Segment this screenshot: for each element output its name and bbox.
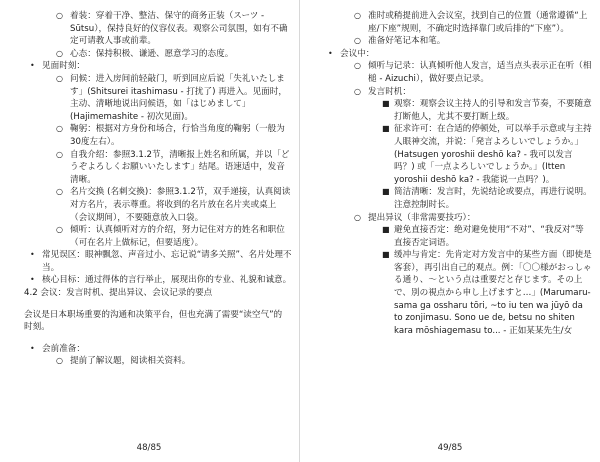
bullet-marker: ○ bbox=[56, 225, 63, 235]
item-text: 提前了解议题，阅读相关资料。 bbox=[70, 356, 191, 367]
list-item bbox=[322, 123, 592, 186]
item-text: 自我介绍：参照3.1.2节，清晰报上姓名和所属，并以「どうぞよろしくお願いいたします」结尾。语速适中，发音清晰。 bbox=[70, 149, 290, 185]
spacer bbox=[24, 300, 292, 309]
item-text: 会议中： bbox=[340, 48, 375, 59]
bullet-marker: • bbox=[30, 250, 35, 260]
bullet-marker: ○ bbox=[56, 73, 63, 83]
bullet-marker: • bbox=[328, 48, 333, 58]
page-number-left: 48/85 bbox=[136, 443, 162, 454]
bullet-marker: ○ bbox=[354, 212, 361, 222]
page-number-right: 49/85 bbox=[437, 443, 463, 454]
item-text: 避免直接否定：绝对避免使用“不对”、“我反对”等直接否定词语。 bbox=[394, 225, 584, 248]
bullet-marker: ○ bbox=[354, 36, 361, 46]
bullet-marker: ○ bbox=[354, 86, 361, 96]
list-item bbox=[24, 249, 292, 274]
list-item bbox=[24, 73, 292, 123]
list-item bbox=[24, 224, 292, 249]
bullet-marker: ■ bbox=[382, 225, 390, 235]
paragraph bbox=[24, 309, 288, 334]
list-item bbox=[322, 10, 592, 35]
bullet-marker: • bbox=[30, 61, 35, 71]
list-item bbox=[322, 35, 592, 48]
item-text: 倾听：认真倾听对方的介绍，努力记住对方的姓名和职位（可在名片上做标记，但要适度）。 bbox=[70, 225, 285, 248]
list-item bbox=[24, 149, 292, 187]
item-text: 准时或稍提前进入会议室，找到自己的位置（通常遵循“上座/下座”规则，不确定时选择靠门或后排的“下座”）。 bbox=[368, 11, 588, 34]
bullet-marker: ○ bbox=[56, 149, 63, 159]
item-text: 4.2 会议：发言时机、提出异议、会议记录的要点 bbox=[24, 288, 213, 299]
bullet-marker: ■ bbox=[382, 250, 390, 260]
list-item bbox=[24, 186, 292, 224]
bullet-marker: ○ bbox=[354, 61, 361, 71]
list-item bbox=[322, 186, 592, 211]
item-text: 简洁清晰：发言时，先说结论或要点，再进行说明。注意控制时长。 bbox=[394, 187, 592, 210]
item-text: 发言时机： bbox=[368, 86, 411, 97]
right-page bbox=[300, 0, 600, 462]
item-text: 会前准备： bbox=[42, 343, 85, 354]
right-page-content bbox=[322, 10, 592, 337]
item-text: 问候：进入房间前轻敲门，听到回应后说「失礼いたします」(Shitsurei itashimasu - 打扰了) 再进入。见面时，主动、清晰地说出问候语，如「はじめまして」(Hajimemashite - 初次见面)。 bbox=[70, 73, 287, 122]
item-text: 见面时刻： bbox=[42, 61, 85, 72]
item-text: 名片交换 (名刺交換)：参照3.1.2节，双手递接，认真阅读对方名片，表示尊重。将收到的名片放在名片夹或桌上（会议期间），不要随意放入口袋。 bbox=[70, 187, 291, 223]
item-text: 常见误区：眼神飘忽、声音过小、忘记说“请多关照”、名片处理不当。 bbox=[42, 250, 292, 273]
bullet-marker: • bbox=[30, 275, 35, 285]
item-text: 倾听与记录：认真倾听他人发言，适当点头表示正在听（相槌 - Aizuchi），做好要点记录。 bbox=[368, 61, 592, 84]
bullet-marker: ■ bbox=[382, 124, 390, 134]
item-text: 观察：观察会议主持人的引导和发言节奏，不要随意打断他人，尤其不要打断上级。 bbox=[394, 99, 592, 122]
item-text: 准备好笔记本和笔。 bbox=[368, 36, 446, 47]
bullet-marker: ○ bbox=[56, 48, 63, 58]
list-item bbox=[24, 60, 292, 73]
list-item bbox=[24, 355, 292, 368]
list-item bbox=[322, 60, 592, 85]
item-text: 心态：保持积极、谦逊、愿意学习的态度。 bbox=[70, 48, 234, 59]
item-text: 征求许可：在合适的停顿处，可以举手示意或与主持人眼神交流，并说：「発言よろしいでしょうか。」(Hatsugen yoroshii deshō ka? - 我可以发言吗？) 或「一点よろしいでしょうか。」(Itten yoroshii deshō ka? - 我能说一点吗？)。 bbox=[394, 124, 592, 185]
bullet-marker: ○ bbox=[56, 124, 63, 134]
list-item bbox=[322, 48, 592, 61]
item-text: 提出异议（非常需要技巧）： bbox=[368, 212, 476, 223]
item-text: 核心目标：通过得体的言行举止，展现出你的专业、礼貌和诚意。 bbox=[42, 275, 292, 286]
bullet-marker: ○ bbox=[56, 356, 63, 366]
list-item bbox=[322, 249, 592, 337]
bullet-marker: ○ bbox=[354, 11, 361, 20]
list-item bbox=[322, 98, 592, 123]
list-item bbox=[24, 274, 292, 287]
list-item bbox=[322, 86, 592, 99]
paragraph bbox=[24, 287, 288, 300]
list-item bbox=[24, 48, 292, 61]
bullet-marker: ■ bbox=[382, 187, 390, 197]
bullet-marker: ○ bbox=[56, 187, 63, 197]
list-item bbox=[322, 212, 592, 225]
item-text: 会议是日本职场重要的沟通和决策平台，但也充满了需要“读空气”的时刻。 bbox=[24, 309, 283, 333]
item-text: 鞠躬：根据对方身份和场合，行恰当角度的鞠躬（一般为30度左右）。 bbox=[70, 124, 285, 147]
item-text: 缓冲与肯定：先肯定对方发言中的某些方面（即使是客套），再引出自己的观点。例：「〇〇様がおっしゃる通り、〜という点は重要だと存じます。その上で、別の視点から申し上げますと…」(Marumaru-sama ga ossharu tōri, ~to iu ten wa jūyō da to zonjimasu. Sono ue de, betsu no shiten kara mōshiagemasu to... - 正如某某先生/女 bbox=[394, 250, 592, 336]
left-page bbox=[0, 0, 298, 462]
bullet-marker: • bbox=[30, 343, 35, 353]
bullet-marker: ■ bbox=[382, 99, 390, 109]
list-item bbox=[24, 10, 292, 48]
list-item bbox=[322, 224, 592, 249]
left-page-content bbox=[24, 10, 292, 368]
bullet-marker: ○ bbox=[56, 11, 63, 20]
list-item bbox=[24, 343, 292, 356]
item-text: 着装：穿着干净、整洁、保守的商务正装（スーツ - Sūtsu），保持良好的仪容仪表。观察公司氛围，如有不确定可请教人事或前辈。 bbox=[70, 11, 288, 47]
spacer bbox=[24, 334, 292, 343]
list-item bbox=[24, 123, 292, 148]
